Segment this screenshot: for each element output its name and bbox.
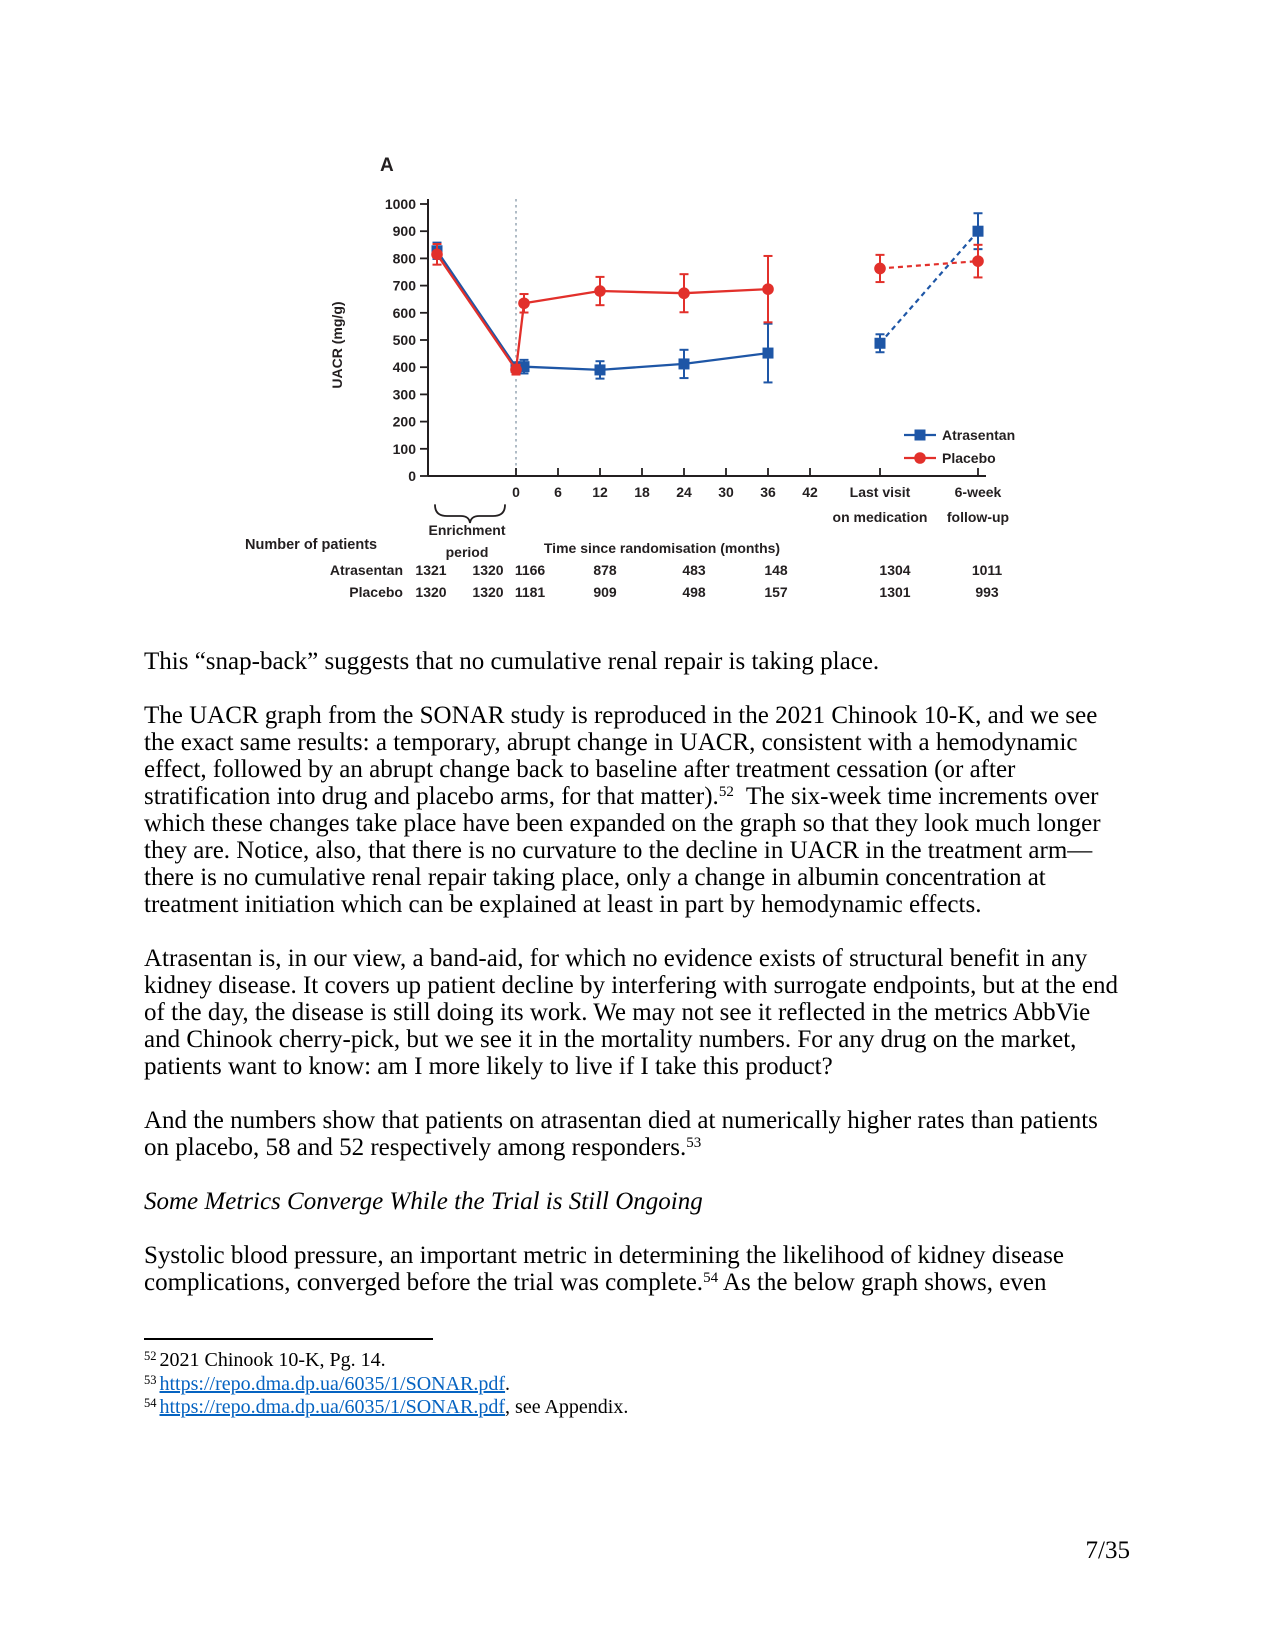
paragraph: [144, 1107, 1118, 1161]
footnote: [144, 1396, 628, 1420]
patients-value: 1304: [879, 562, 911, 578]
series-line: [437, 254, 768, 369]
x-tick-label: 12: [592, 484, 608, 500]
text-run: of the day, the disease is still doing its work. We may not see it reflected in the metrics AbbVie: [144, 999, 1091, 1026]
series-dashed-line: [880, 231, 978, 343]
footnote: [144, 1373, 628, 1397]
footnote-text: .: [505, 1372, 511, 1395]
text-line: [144, 999, 1118, 1026]
text-run: And the numbers show that patients on atrasentan died at numerically higher rates than patients: [144, 1107, 1098, 1134]
text-line: [144, 972, 1118, 999]
footnotes: [144, 1338, 628, 1420]
text-run: which these changes take place have been expanded on the graph so that they look much longer: [144, 810, 1101, 837]
text-run: The UACR graph from the SONAR study is reproduced in the 2021 Chinook 10-K, and we see: [144, 702, 1098, 729]
text-line: [144, 648, 1118, 675]
legend-label: Atrasentan: [942, 427, 1016, 443]
footnote-marker: 53: [144, 1372, 157, 1387]
text-run: on placebo, 58 and 52 respectively among responders.: [144, 1134, 687, 1161]
x-tick-label: 0: [512, 484, 520, 500]
x-tick-label: Last visit: [849, 484, 911, 500]
legend-marker: [915, 430, 926, 441]
x-tick-label: 42: [802, 484, 818, 500]
y-tick-label: 100: [392, 440, 416, 457]
patients-value: 148: [764, 562, 788, 578]
text-line: [144, 729, 1118, 756]
series-atrasentan: [432, 213, 984, 382]
x-tick-label: on medication: [832, 509, 928, 525]
y-tick-label: 0: [408, 468, 416, 484]
text-run: and Chinook cherry-pick, but we see it in the mortality numbers. For any drug on the market,: [144, 1026, 1077, 1053]
x-tick-label: 24: [676, 484, 692, 500]
data-point-marker: [762, 283, 774, 295]
text-run: there is no cumulative renal repair taking place, only a change in albumin concentration at: [144, 864, 1046, 891]
text-line: [144, 1026, 1118, 1053]
patients-value: 1320: [472, 584, 504, 600]
data-point-marker: [595, 364, 606, 375]
paragraph: [144, 702, 1118, 918]
series-placebo: [431, 244, 984, 375]
x-tick-label: 18: [634, 484, 650, 500]
x-axis-title: Time since randomisation (months): [543, 540, 781, 556]
text-line: [144, 810, 1118, 837]
page-number: 7/35: [1085, 1537, 1130, 1564]
footnote-separator: [144, 1338, 433, 1340]
data-point-marker: [973, 226, 984, 237]
text-run: This “snap-back” suggests that no cumulative renal repair is taking place.: [144, 648, 880, 675]
series-dashed-line: [880, 261, 978, 268]
patients-value: 1320: [472, 562, 504, 578]
text-run: complications, converged before the trial was complete.: [144, 1269, 704, 1296]
text-run: kidney disease. It covers up patient decline by interfering with surrogate endpoints, but at the end: [144, 972, 1119, 999]
paragraph: [144, 945, 1118, 1080]
text-line: [144, 864, 1118, 891]
y-tick-label: 400: [392, 359, 416, 376]
text-run: Atrasentan is, in our view, a band-aid, for which no evidence exists of structural benefit in any: [144, 945, 1088, 972]
patients-value: 498: [682, 584, 706, 600]
y-tick-label: 200: [392, 413, 416, 430]
footnote-ref: 52: [718, 784, 734, 800]
text-run: the exact same results: a temporary, abrupt change in UACR, consistent with a hemodynamic: [144, 729, 1078, 756]
patients-row-label: Placebo: [349, 584, 403, 600]
legend-label: Placebo: [942, 450, 996, 466]
x-tick-label: 6-week: [954, 484, 1002, 500]
footnote-marker: 52: [144, 1349, 157, 1363]
patients-value: 1011: [971, 562, 1003, 578]
data-point-marker: [431, 249, 443, 261]
patients-value: 909: [593, 584, 617, 600]
patients-value: 993: [975, 584, 999, 600]
panel-label: A: [380, 155, 394, 176]
text-line: [144, 891, 1118, 918]
text-run: treatment initiation which can be explained at least in part by hemodynamic effects.: [144, 891, 982, 918]
uacr-chart: [230, 145, 1030, 630]
text-line: [144, 1188, 1118, 1215]
legend: [904, 427, 1015, 466]
footnote-ref: 53: [686, 1135, 702, 1151]
data-point-marker: [518, 297, 530, 309]
text-run: they are. Notice, also, that there is no curvature to the decline in UACR in the treatment arm—: [144, 837, 1093, 864]
text-run: As the below graph shows, even: [718, 1269, 1047, 1296]
axes: [428, 199, 986, 476]
footnote: [144, 1349, 628, 1373]
text-line: [144, 837, 1118, 864]
enrichment-brace: [435, 505, 505, 523]
text-line: [144, 1107, 1118, 1134]
y-tick-label: 900: [392, 223, 416, 240]
text-run: The six-week time increments over: [733, 783, 1099, 810]
footnote-link[interactable]: https://repo.dma.dp.ua/6035/1/SONAR.pdf: [159, 1396, 506, 1418]
patients-value: 1321: [415, 562, 447, 578]
data-point-marker: [763, 348, 774, 359]
series-line: [437, 251, 768, 370]
enrichment-label: period: [445, 544, 489, 560]
patients-value: 1166: [514, 562, 546, 578]
x-tick-label: 6: [554, 484, 562, 500]
legend-marker: [914, 452, 926, 464]
section-heading: [144, 1188, 1118, 1215]
data-point-marker: [510, 364, 522, 376]
x-tick-label: follow-up: [946, 509, 1010, 525]
text-line: [144, 1134, 1118, 1161]
text-line: [144, 756, 1118, 783]
data-point-marker: [679, 358, 690, 369]
uacr-figure: [230, 145, 1030, 635]
footnote-link[interactable]: https://repo.dma.dp.ua/6035/1/SONAR.pdf: [159, 1372, 506, 1395]
footnote-text: , see Appendix.: [505, 1396, 629, 1418]
y-tick-label: 500: [392, 332, 416, 348]
patients-value: 483: [682, 562, 706, 578]
text-run: patients want to know: am I more likely to live if I take this product?: [144, 1053, 833, 1080]
paragraph: [144, 648, 1118, 675]
data-point-marker: [875, 338, 886, 349]
data-point-marker: [594, 285, 606, 297]
text-run: effect, followed by an abrupt change back to baseline after treatment cessation (or after: [144, 756, 1016, 783]
text-line: [144, 1242, 1118, 1269]
text-line: [144, 1269, 1118, 1296]
text-run: Systolic blood pressure, an important metric in determining the likelihood of kidney disease: [144, 1242, 1064, 1269]
data-point-marker: [874, 263, 886, 275]
patients-value: 157: [764, 584, 788, 600]
footnote-text: 2021 Chinook 10-K, Pg. 14.: [159, 1349, 386, 1371]
text-line: [144, 702, 1118, 729]
paragraph: [144, 1242, 1118, 1296]
body-text: [144, 648, 1118, 1323]
text-run: Some Metrics Converge While the Trial is Still Ongoing: [144, 1188, 703, 1215]
y-tick-label: 700: [392, 277, 416, 294]
patients-title: Number of patients: [245, 537, 378, 553]
data-point-marker: [678, 287, 690, 299]
text-line: [144, 783, 1118, 810]
y-tick-label: 800: [392, 250, 416, 267]
y-axis-label: UACR (mg/g): [329, 301, 345, 389]
y-tick-label: 300: [392, 386, 416, 403]
text-run: stratification into drug and placebo arms, for that matter).: [144, 783, 719, 810]
footnote-ref: 54: [703, 1270, 719, 1286]
patients-row-label: Atrasentan: [329, 562, 403, 578]
patients-value: 1320: [415, 584, 447, 600]
x-tick-label: 30: [718, 484, 734, 500]
footnote-marker: 54: [144, 1396, 157, 1410]
text-line: [144, 1053, 1118, 1080]
y-tick-label: 1000: [384, 196, 416, 212]
enrichment-label: Enrichment: [428, 522, 506, 538]
data-point-marker: [972, 255, 984, 267]
patients-value: 1181: [514, 584, 546, 600]
text-line: [144, 945, 1118, 972]
y-tick-label: 600: [392, 304, 416, 321]
x-tick-label: 36: [760, 484, 776, 500]
patients-value: 878: [593, 562, 617, 578]
patients-value: 1301: [879, 584, 911, 600]
